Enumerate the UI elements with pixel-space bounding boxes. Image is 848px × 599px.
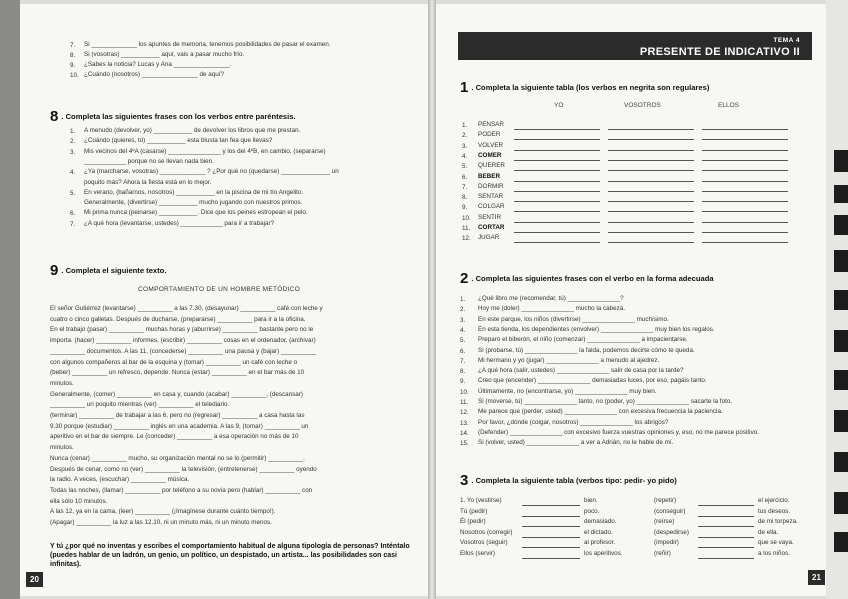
answer-line[interactable] [608, 191, 694, 192]
text-line: (terminar) __________ de trabajar a las 6, pero no (regresar) __________ a casa hasta las [50, 412, 305, 419]
verb-name: COLGAR [478, 203, 505, 211]
left-page [20, 4, 428, 596]
verb-number: 4. [462, 152, 468, 160]
row-subject: Tú (pedir) [460, 507, 488, 515]
thumb-tab [834, 250, 848, 272]
item-text: ¿A qué hora (salir, ustedes) _______________ salir de casa por la tarde? [478, 367, 684, 375]
answer-line[interactable] [608, 222, 694, 223]
ex3-number: 3 [460, 472, 469, 489]
verb-number: 8. [462, 194, 468, 202]
verb-number: 2. [462, 132, 468, 140]
row-tail: el dictado. [584, 528, 613, 536]
thumb-tab [834, 215, 848, 235]
ex9-number: 9 [50, 262, 59, 279]
row-tail: al profesor. [584, 539, 616, 546]
row-subject: Nosotros (corregir) [460, 528, 513, 536]
row-tail: a los niños. [758, 549, 790, 557]
item-number: 5. [460, 337, 466, 345]
answer-line[interactable] [702, 170, 788, 171]
text-line: En el trabajo (pasar) __________ muchas horas y (aburrirse) __________ bastante pero no le [50, 326, 314, 334]
item-text: En verano, (bañarnos, nosotros) ___________ en la piscina de mi tío Angelito. [84, 188, 304, 196]
thumb-tab [834, 452, 848, 472]
ex1-title: Completa la siguiente tabla (los verbos en negrita son regulares) [475, 83, 710, 92]
text-line: la radio. A veces, (escuchar) __________ música. [50, 476, 190, 484]
answer-line[interactable] [698, 516, 754, 517]
chapter-header [458, 32, 812, 60]
ex2-dot: . [471, 274, 476, 283]
text-line: A las 12, ya en la cama, (leer) __________ (¡Imagínese durante cuánto tiempo!). [50, 508, 276, 516]
item-number: 3. [70, 148, 76, 156]
item-text: Hoy me (doler) _______________ mucho la cabeza. [478, 305, 626, 313]
answer-line[interactable] [514, 150, 600, 151]
row-tail: que se vaya. [758, 539, 794, 546]
row-tail: tus deseos. [758, 507, 791, 515]
item-text: ¿Sabes la noticia? Lucas y Ana ________________. [84, 61, 232, 68]
item-number: 8. [460, 368, 466, 376]
ex1-dot: . [471, 83, 476, 92]
answer-line[interactable] [702, 139, 788, 140]
row-verb: (reñir) [654, 549, 671, 557]
item-text: Mis vecinos del 4ºA (casarse) _______________ y los del 4ºB, en cambio, (separarse) [84, 147, 326, 155]
thumb-tab [834, 492, 848, 514]
item-text: Si (volver, usted) _______________ a ver a Adrián, no le hable de mí. [478, 439, 674, 447]
column-header: VOSOTROS [624, 102, 661, 109]
item-number: 14. [460, 429, 469, 437]
verb-name: QUERER [478, 162, 505, 170]
verb-name: CORTAR [478, 224, 505, 231]
answer-line[interactable] [702, 242, 788, 243]
item-text: Últimamente, no (encontrarse, yo) _______________ muy bien. [478, 387, 657, 395]
answer-line[interactable] [702, 150, 788, 151]
item-text: ¿Qué libro me (recomendar, tú) _______________? [478, 295, 624, 302]
verb-number: 1. [462, 122, 468, 129]
answer-line[interactable] [522, 526, 580, 527]
item-number: 8. [70, 52, 76, 59]
answer-line[interactable] [698, 505, 754, 506]
row-tail: de ella. [758, 528, 779, 536]
column-header: YO [554, 102, 564, 109]
item-text: Preparo el biberón, el niño (comenzar) _______________ a impacientarse. [478, 336, 688, 344]
answer-line[interactable] [514, 201, 600, 202]
answer-line[interactable] [698, 526, 754, 527]
thumb-tab [834, 370, 848, 390]
page-number-right: 21 [808, 570, 825, 585]
ex9-dot: . [61, 266, 66, 275]
ex8-number: 8 [50, 108, 59, 125]
item-number: 7. [70, 220, 76, 228]
ex3-title: Completa la siguiente tabla (verbos tipo: pedir- yo pido) [475, 476, 677, 485]
item-number: 2. [70, 138, 76, 146]
row-verb: (repetir) [654, 497, 677, 504]
answer-line[interactable] [702, 160, 788, 161]
item-text: ¿Ya (marcharse, vosotras) _____________ ? ¿Por qué no (quedarse) ______________ un [84, 168, 339, 176]
ex3-heading [460, 472, 677, 489]
item-number: 12. [460, 409, 469, 417]
answer-line[interactable] [608, 242, 694, 243]
item-text: Mi hermano y yo (jugar) _______________ a menudo al ajedrez. [478, 356, 660, 364]
item-number: 7. [70, 42, 76, 49]
answer-line[interactable] [514, 170, 600, 171]
text-line: aperitivo en el bar de siempre. Le (conceder) __________ a esa operación no más de 10 [50, 433, 299, 441]
item-text: ____________ porque no se llevan nada bien. [84, 157, 214, 165]
story-title: COMPORTAMIENTO DE UN HOMBRE METÓDICO [138, 286, 301, 293]
row-tail: los aperitivos. [584, 549, 623, 557]
verb-name: SENTIR [478, 213, 502, 221]
item-text: Si (probarse, tú) _______________ la falda, podemos decirte cómo te queda. [478, 346, 695, 354]
row-verb: (reírse) [654, 518, 675, 525]
answer-line[interactable] [698, 558, 754, 559]
answer-line[interactable] [522, 558, 580, 559]
item-text: A menudo (devolver, yo) ___________ de devolver los libros que me prestan. [84, 127, 301, 134]
item-number: 10. [70, 72, 79, 79]
text-line: Generalmente, (comer) __________ en casa y, cuando (acabar) __________, (descansar) [50, 390, 303, 398]
answer-line[interactable] [522, 537, 580, 538]
answer-line[interactable] [608, 129, 694, 130]
text-line: ella sólo 10 minutos. [50, 497, 108, 505]
ex9-heading [50, 262, 166, 279]
text-line: Después de cenar, como no (ver) __________ la televisión, (entretenerse) __________ oyendo [50, 465, 317, 473]
verb-name: COMER [478, 151, 502, 159]
row-subject: Ellos (servir) [460, 549, 495, 557]
answer-line[interactable] [514, 211, 600, 212]
row-verb: (conseguir) [654, 507, 686, 515]
verb-number: 6. [462, 173, 468, 181]
ex2-heading [460, 270, 714, 287]
verb-name: VOLVER [478, 141, 504, 149]
item-text: Mi prima nunca (peinarse) ___________. Dice que los peines estropean el pelo. [84, 209, 308, 217]
ex2-number: 2 [460, 270, 469, 287]
answer-line[interactable] [514, 232, 600, 233]
ex2-title: Completa las siguientes frases con el verbo en la forma adecuada [475, 274, 714, 283]
answer-line[interactable] [608, 201, 694, 202]
final-question: Y tú ¿por qué no inventas y escribes el comportamiento habitual de alguna tipología de personas? Inténtalo (puedes hablar de un ladrón, un genio, un político, un despistado, un artista... las posibilidades son casi infinitas). [50, 543, 410, 569]
text-line: El señor Gutiérrez (levantarse) __________ a las 7.30, (desayunar) __________ café con leche y [50, 305, 323, 312]
text-line: __________ documentos. A las 11, (concederse) __________ una pausa y (bajar) __________ [50, 347, 316, 355]
verb-number: 9. [462, 204, 468, 212]
row-tail: poco. [584, 507, 600, 515]
answer-line[interactable] [514, 139, 600, 140]
item-text: Generalmente, (divertirse) ___________ mucho jugando con nuestros primos. [84, 199, 303, 207]
ex9-title: Completa el siguiente texto. [65, 266, 167, 275]
item-number: 1. [70, 128, 76, 135]
row-subject: Él (pedir) [460, 518, 486, 525]
column-header: ELLOS [718, 102, 739, 109]
item-number: 3. [460, 316, 466, 324]
item-number: 15. [460, 440, 469, 448]
item-text: Si _____________ los apuntes de memoria, tenemos posibilidades de pasar el examen. [84, 41, 331, 48]
answer-line[interactable] [702, 191, 788, 192]
text-line: (beber) __________ un refresco, depende. Nunca (estar) __________ en el bar más de 10 [50, 369, 305, 377]
item-text: Creo que (encender) _______________ demasiadas luces, por eso, pagáis tanto. [478, 377, 707, 385]
verb-name: PENSAR [478, 121, 504, 128]
answer-line[interactable] [698, 537, 754, 538]
row-tail: demasiado. [584, 518, 617, 525]
text-line: __________ un poquito mientras (ver) __________ el telediario. [50, 401, 230, 409]
item-text: (Defender) _______________ con excesivo fuerza vuestras opiniones y, eso, no me parece positivo. [478, 428, 759, 436]
thumb-tab [834, 532, 848, 552]
answer-line[interactable] [514, 181, 600, 182]
verb-number: 7. [462, 183, 468, 191]
header-tema: TEMA 4 [773, 37, 800, 44]
item-number: 1. [460, 296, 466, 303]
verb-name: JUGAR [478, 234, 500, 242]
page-number-left: 20 [26, 572, 43, 587]
item-number: 7. [460, 357, 466, 365]
item-text: ¿A qué hora (levantarse, ustedes) ____________ para ir a trabajar? [84, 219, 275, 227]
text-line: minutos. [50, 379, 74, 387]
text-line: importa. (hacer) __________ informes, (escribir) __________ cosas en el ordenador, (archivar) [50, 337, 316, 345]
item-number: 11. [460, 399, 469, 406]
answer-line[interactable] [608, 150, 694, 151]
ex8-dot: . [61, 112, 66, 121]
answer-line[interactable] [702, 181, 788, 182]
item-text: Si (vosotras) ___________ aquí, vais a pasar mucho frío. [84, 51, 245, 58]
answer-line[interactable] [522, 516, 580, 517]
item-text: ¿Cuándo (nosotros) ________________ de aquí? [84, 71, 225, 78]
answer-line[interactable] [702, 201, 788, 202]
item-number: 2. [460, 306, 466, 314]
item-text: Me parece que (perder, usted) _______________ con excesiva frecuencia la paciencia. [478, 408, 723, 416]
verb-name: DORMIR [478, 182, 504, 190]
verb-number: 5. [462, 163, 468, 171]
right-page [436, 4, 826, 596]
ex8-heading [50, 108, 296, 125]
item-number: 9. [460, 378, 466, 386]
answer-line[interactable] [514, 222, 600, 223]
verb-number: 3. [462, 142, 468, 150]
answer-line[interactable] [514, 242, 600, 243]
verb-number: 10. [462, 214, 471, 222]
verb-number: 12. [462, 235, 471, 243]
item-text: poquito más? Ahora la fiesta está en lo mejor. [84, 178, 212, 186]
answer-line[interactable] [514, 191, 600, 192]
text-line: minutos. [50, 444, 74, 452]
item-number: 5. [70, 189, 76, 197]
answer-line[interactable] [608, 211, 694, 212]
item-number: 4. [70, 169, 76, 177]
thumb-tab [834, 150, 848, 172]
verb-name: SENTAR [478, 193, 504, 201]
text-line: 9.30 porque (estudiar) __________ inglés en una academia. A las 9, (tomar) __________ un [50, 422, 309, 430]
answer-line[interactable] [608, 160, 694, 161]
row-tail: el ejercicio. [758, 497, 790, 504]
verb-name: BEBER [478, 172, 501, 180]
answer-line[interactable] [698, 547, 754, 548]
text-line: (Apagar) __________ la luz a las 12.10, ni un minuto más, ni un minuto menos. [50, 519, 272, 526]
answer-line[interactable] [608, 181, 694, 182]
ex3-dot: . [471, 476, 476, 485]
answer-line[interactable] [608, 232, 694, 233]
answer-line[interactable] [702, 232, 788, 233]
item-text: Si (moverse, tú) _______________ tanto, no (poder, yo) _______________ sacarte la foto. [478, 398, 733, 405]
item-number: 13. [460, 419, 469, 427]
row-subject: Vosotros (seguir) [460, 539, 508, 546]
ex1-number: 1 [460, 79, 469, 96]
row-verb: (despedirse) [654, 528, 689, 536]
item-text: En esta tienda, los dependientes (envolver) _______________ muy bien los regalos. [478, 325, 715, 333]
thumb-tab [834, 185, 848, 203]
text-line: cuatro o cinco galletas. Después de ducharse, (prepararse) __________ para ir a la oficina. [50, 315, 306, 323]
item-text: Por favor, ¿dónde (colgar, nosotros) _______________ los abrigos? [478, 418, 669, 426]
item-number: 6. [70, 210, 76, 218]
thumb-tab [834, 290, 848, 310]
verb-number: 11. [462, 225, 471, 232]
item-text: ¿Cuándo (quieres, tú) ___________ esta blusta tan fea que llevas? [84, 137, 273, 145]
text-line: con algunos compañeros al bar de la esquina y (tomar) __________ un café con leche o [50, 358, 298, 366]
thumb-tab [834, 410, 848, 432]
answer-line[interactable] [522, 547, 580, 548]
book-binding [428, 0, 436, 599]
row-tail: de mi torpeza. [758, 518, 798, 525]
row-tail: bien. [584, 497, 598, 504]
answer-line[interactable] [514, 160, 600, 161]
answer-line[interactable] [608, 139, 694, 140]
answer-line[interactable] [702, 129, 788, 130]
item-text: En este parque, los niños (divertirse) _______________ muchísimo. [478, 315, 669, 323]
row-subject: 1. Yo (vestirse) [460, 497, 502, 504]
answer-line[interactable] [702, 211, 788, 212]
verb-name: PODER [478, 131, 501, 139]
item-number: 10. [460, 388, 469, 396]
ex1-heading [460, 79, 709, 96]
answer-line[interactable] [522, 505, 580, 506]
item-number: 9. [70, 62, 76, 69]
text-line: Todas las noches, (llamar) __________ por teléfono a su novia pero (hablar) __________ con [50, 486, 313, 494]
ex8-title: Completa las siguientes frases con los verbos entre paréntesis. [65, 112, 296, 121]
text-line: Nunca (cenar) __________ mucho, su organización mental no se lo (permitir) __________. [50, 454, 305, 462]
item-number: 6. [460, 347, 466, 355]
answer-line[interactable] [608, 170, 694, 171]
answer-line[interactable] [514, 129, 600, 130]
page-edge-left [0, 0, 20, 599]
row-verb: (impedir) [654, 539, 679, 546]
item-number: 4. [460, 326, 466, 334]
answer-line[interactable] [702, 222, 788, 223]
header-title: PRESENTE DE INDICATIVO II [639, 46, 800, 58]
thumb-tab [834, 330, 848, 352]
